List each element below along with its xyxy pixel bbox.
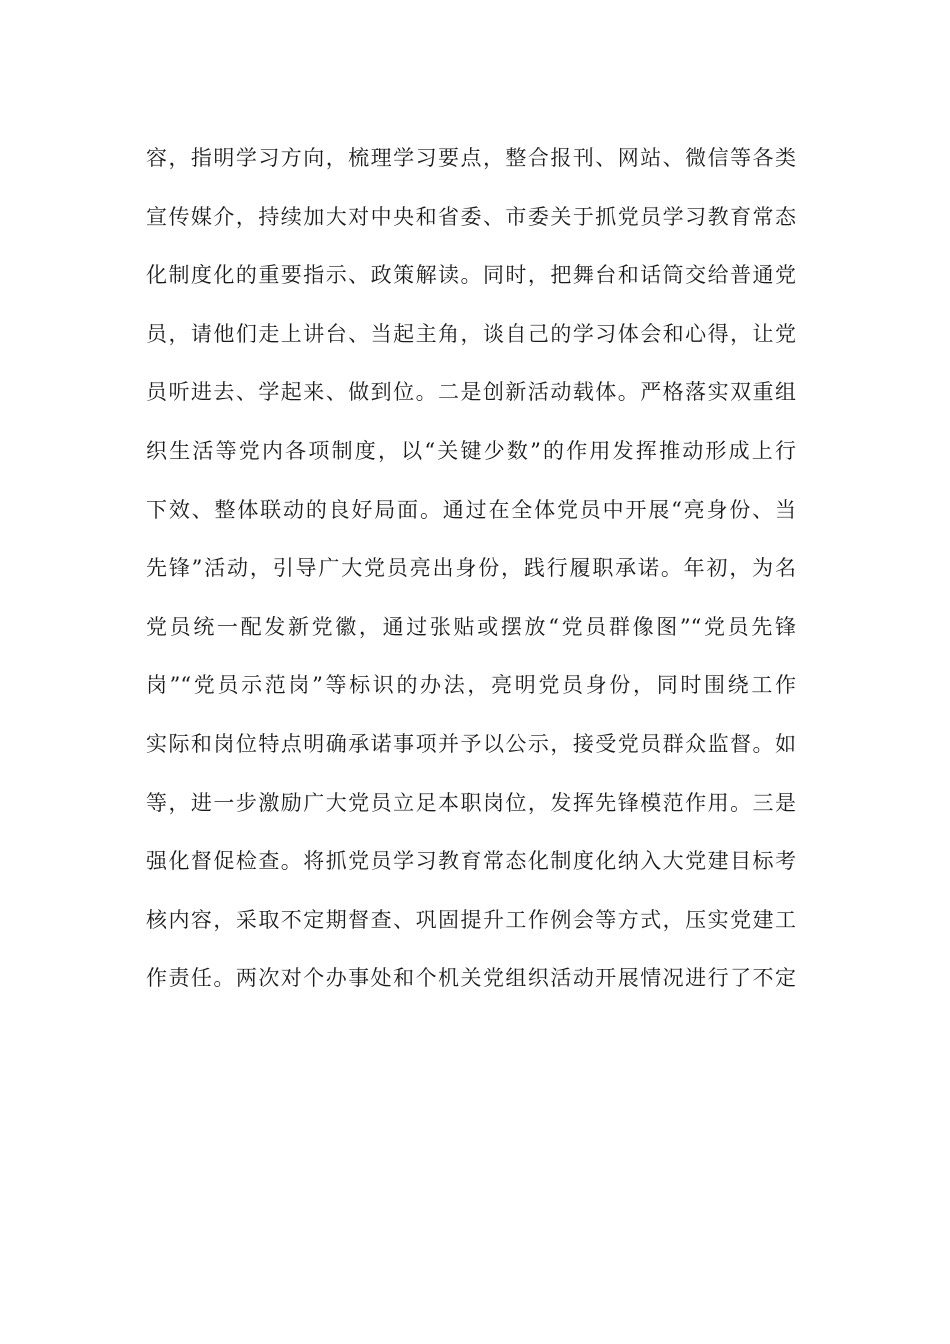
text-line: 宣传媒介，持续加大对中央和省委、市委关于抓党员学习教育常态 [146, 204, 796, 229]
text-line: 员听进去、学起来、做到位。二是创新活动载体。严格落实双重组 [146, 380, 796, 405]
text-line: 等，进一步激励广大党员立足本职岗位，发挥先锋模范作用。三是 [146, 790, 796, 815]
text-line: 容，指明学习方向，梳理学习要点，整合报刊、网站、微信等各类 [146, 146, 796, 170]
text-line: 化制度化的重要指示、政策解读。同时，把舞台和话筒交给普通党 [146, 263, 796, 288]
text-line: 核内容，采取不定期督查、巩固提升工作例会等方式，压实党建工 [146, 907, 796, 932]
text-line: 作责任。两次对个办事处和个机关党组织活动开展情况进行了不定 [146, 966, 796, 991]
body-text [146, 136, 796, 1015]
text-line: 员，请他们走上讲台、当起主角，谈自己的学习体会和心得，让党 [146, 321, 796, 346]
text-line: 强化督促检查。将抓党员学习教育常态化制度化纳入大党建目标考 [146, 849, 796, 874]
text-line: 党员统一配发新党徽，通过张贴或摆放“党员群像图”“党员先锋 [146, 614, 796, 639]
text-line: 织生活等党内各项制度，以“关键少数”的作用发挥推动形成上行 [146, 438, 796, 463]
text-line: 岗”“党员示范岗”等标识的办法，亮明党员身份，同时围绕工作 [146, 673, 796, 698]
text-line: 实际和岗位特点明确承诺事项并予以公示，接受党员群众监督。如 [146, 731, 796, 756]
text-line: 下效、整体联动的良好局面。通过在全体党员中开展“亮身份、当 [146, 497, 796, 522]
text-line: 先锋”活动，引导广大党员亮出身份，践行履职承诺。年初，为名 [146, 556, 796, 581]
